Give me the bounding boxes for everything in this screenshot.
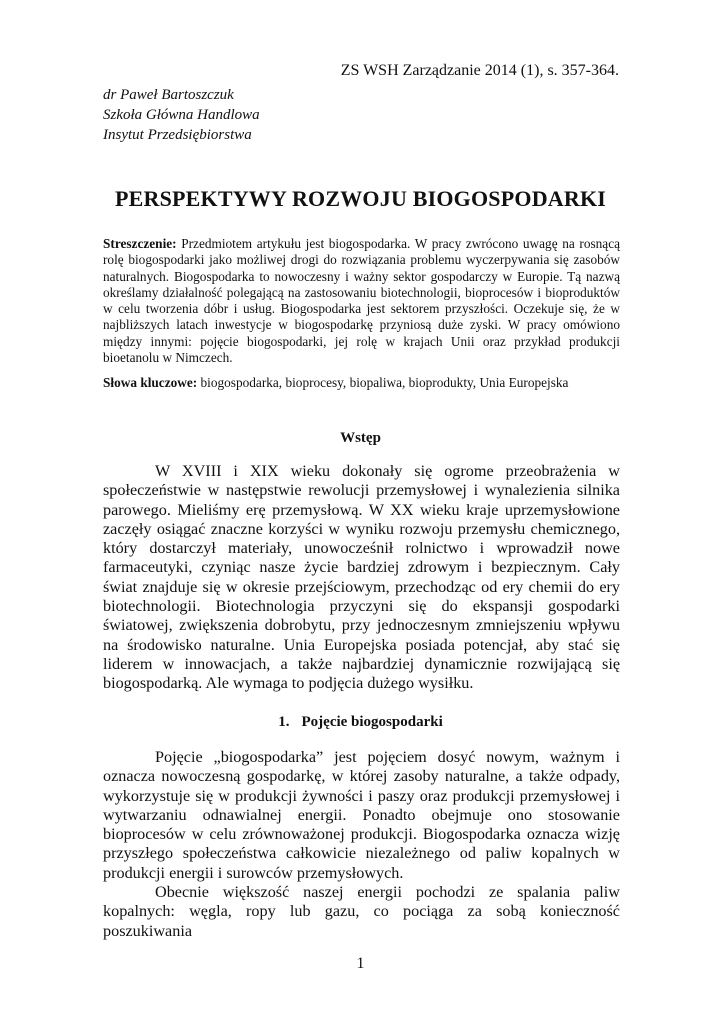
section-1-heading — [0, 714, 721, 731]
author-affiliation-institute: Insytut Przedsiębiorstwa — [103, 127, 252, 143]
section-1-number: 1. — [278, 714, 290, 730]
article-title: PERSPEKTYWY ROZWOJU BIOGOSPODARKI — [114, 186, 607, 211]
intro-heading: Wstęp — [340, 430, 381, 446]
section-1-title: Pojęcie biogospodarki — [301, 714, 443, 730]
author-name: dr Paweł Bartoszczuk — [103, 87, 234, 103]
keywords — [103, 375, 620, 391]
section-1-paragraph-2: Obecnie większość naszej energii pochodzi ze spalania paliw kopalnych: węgla, ropy lub gazu, co pociąga za sobą konieczność poszukiwania — [103, 883, 620, 940]
section-1-paragraph-1: Pojęcie „biogospodarka” jest pojęciem dosyć nowym, ważnym i oznacza nowoczesną gospodarkę, w której zasoby naturalne, a także odpady, wykorzystuje się w produkcji żywności i paszy oraz produkcji przemysłowej i wytwarzaniu odnawialnej energii. Ponadto obejmuje ono stosowanie bioprocesów w celu zrównoważonej produkcji. Biogospodarka oznacza wizję przyszłego społeczeństwa całkowicie niezależnego od paliw kopalnych w produkcji energii i surowców przemysłowych. — [103, 748, 620, 882]
keywords-text: biogospodarka, bioprocesy, biopaliwa, bioprodukty, Unia Europejska — [200, 375, 569, 390]
author-affiliation-university: Szkoła Główna Handlowa — [103, 107, 260, 123]
abstract-text: Przedmiotem artykułu jest biogospodarka. W pracy zwrócono uwagę na rosnącą rolę biogospodarki jako możliwej drogi do rozwiązania problemu wyczerpywania się zasobów naturalnych. Biogospodarka to nowoczesny i ważny sektor gospodarczy w Europie. Tą nazwą określamy działalność polegającą na zastosowaniu biotechnologii, bioprocesów i bioproduktów w celu tworzenia dóbr i usług. Biogospodarka jest sektorem przyszłości. Oczekuje się, że w najbliższych latach inwestycje w biogospodarkę przyniosą duże zyski. W pracy omówiono między innymi: pojęcie biogospodarki, jej rolę w krajach Unii oraz przykład produkcji bioetanolu w Nimczech. — [103, 236, 620, 366]
page-number: 1 — [356, 955, 365, 972]
abstract — [103, 236, 620, 366]
keywords-label: Słowa kluczowe: — [103, 375, 198, 390]
author-block — [103, 85, 260, 145]
intro-paragraph: W XVIII i XIX wieku dokonały się ogrome przeobrażenia w społeczeństwie w następstwie rewolucji przemysłowej i wynalezienia silnika parowego. Mieliśmy erę przemysłową. W XX wieku kraje uprzemysłowione zaczęły osiągać znaczne korzyści w wyniku rozwoju przemysłu chemicznego, który dostarczył materiały, unowocześnił rolnictwo i wprowadził nowe farmaceutyki, czyniąc nasze życie bardziej zdrowym i bezpiecznym. Cały świat znajduje się w okresie przejściowym, przechodząc od ery chemii do ery biotechnologii. Biotechnologia przyczyni się do ekspansji gospodarki światowej, zwiększenia dobrobytu, przy jednoczesnym zmniejszeniu wpływu na środowisko naturalne. Unia Europejska posiada potencjał, aby stać się liderem w innowacjach, a także najbardziej dynamicznie rozwijającą się biogospodarką. Ale wymaga to podjęcia dużego wysiłku. — [103, 462, 620, 693]
abstract-label: Streszczenie: — [103, 236, 177, 251]
journal-citation: ZS WSH Zarządzanie 2014 (1), s. 357-364. — [340, 62, 619, 79]
